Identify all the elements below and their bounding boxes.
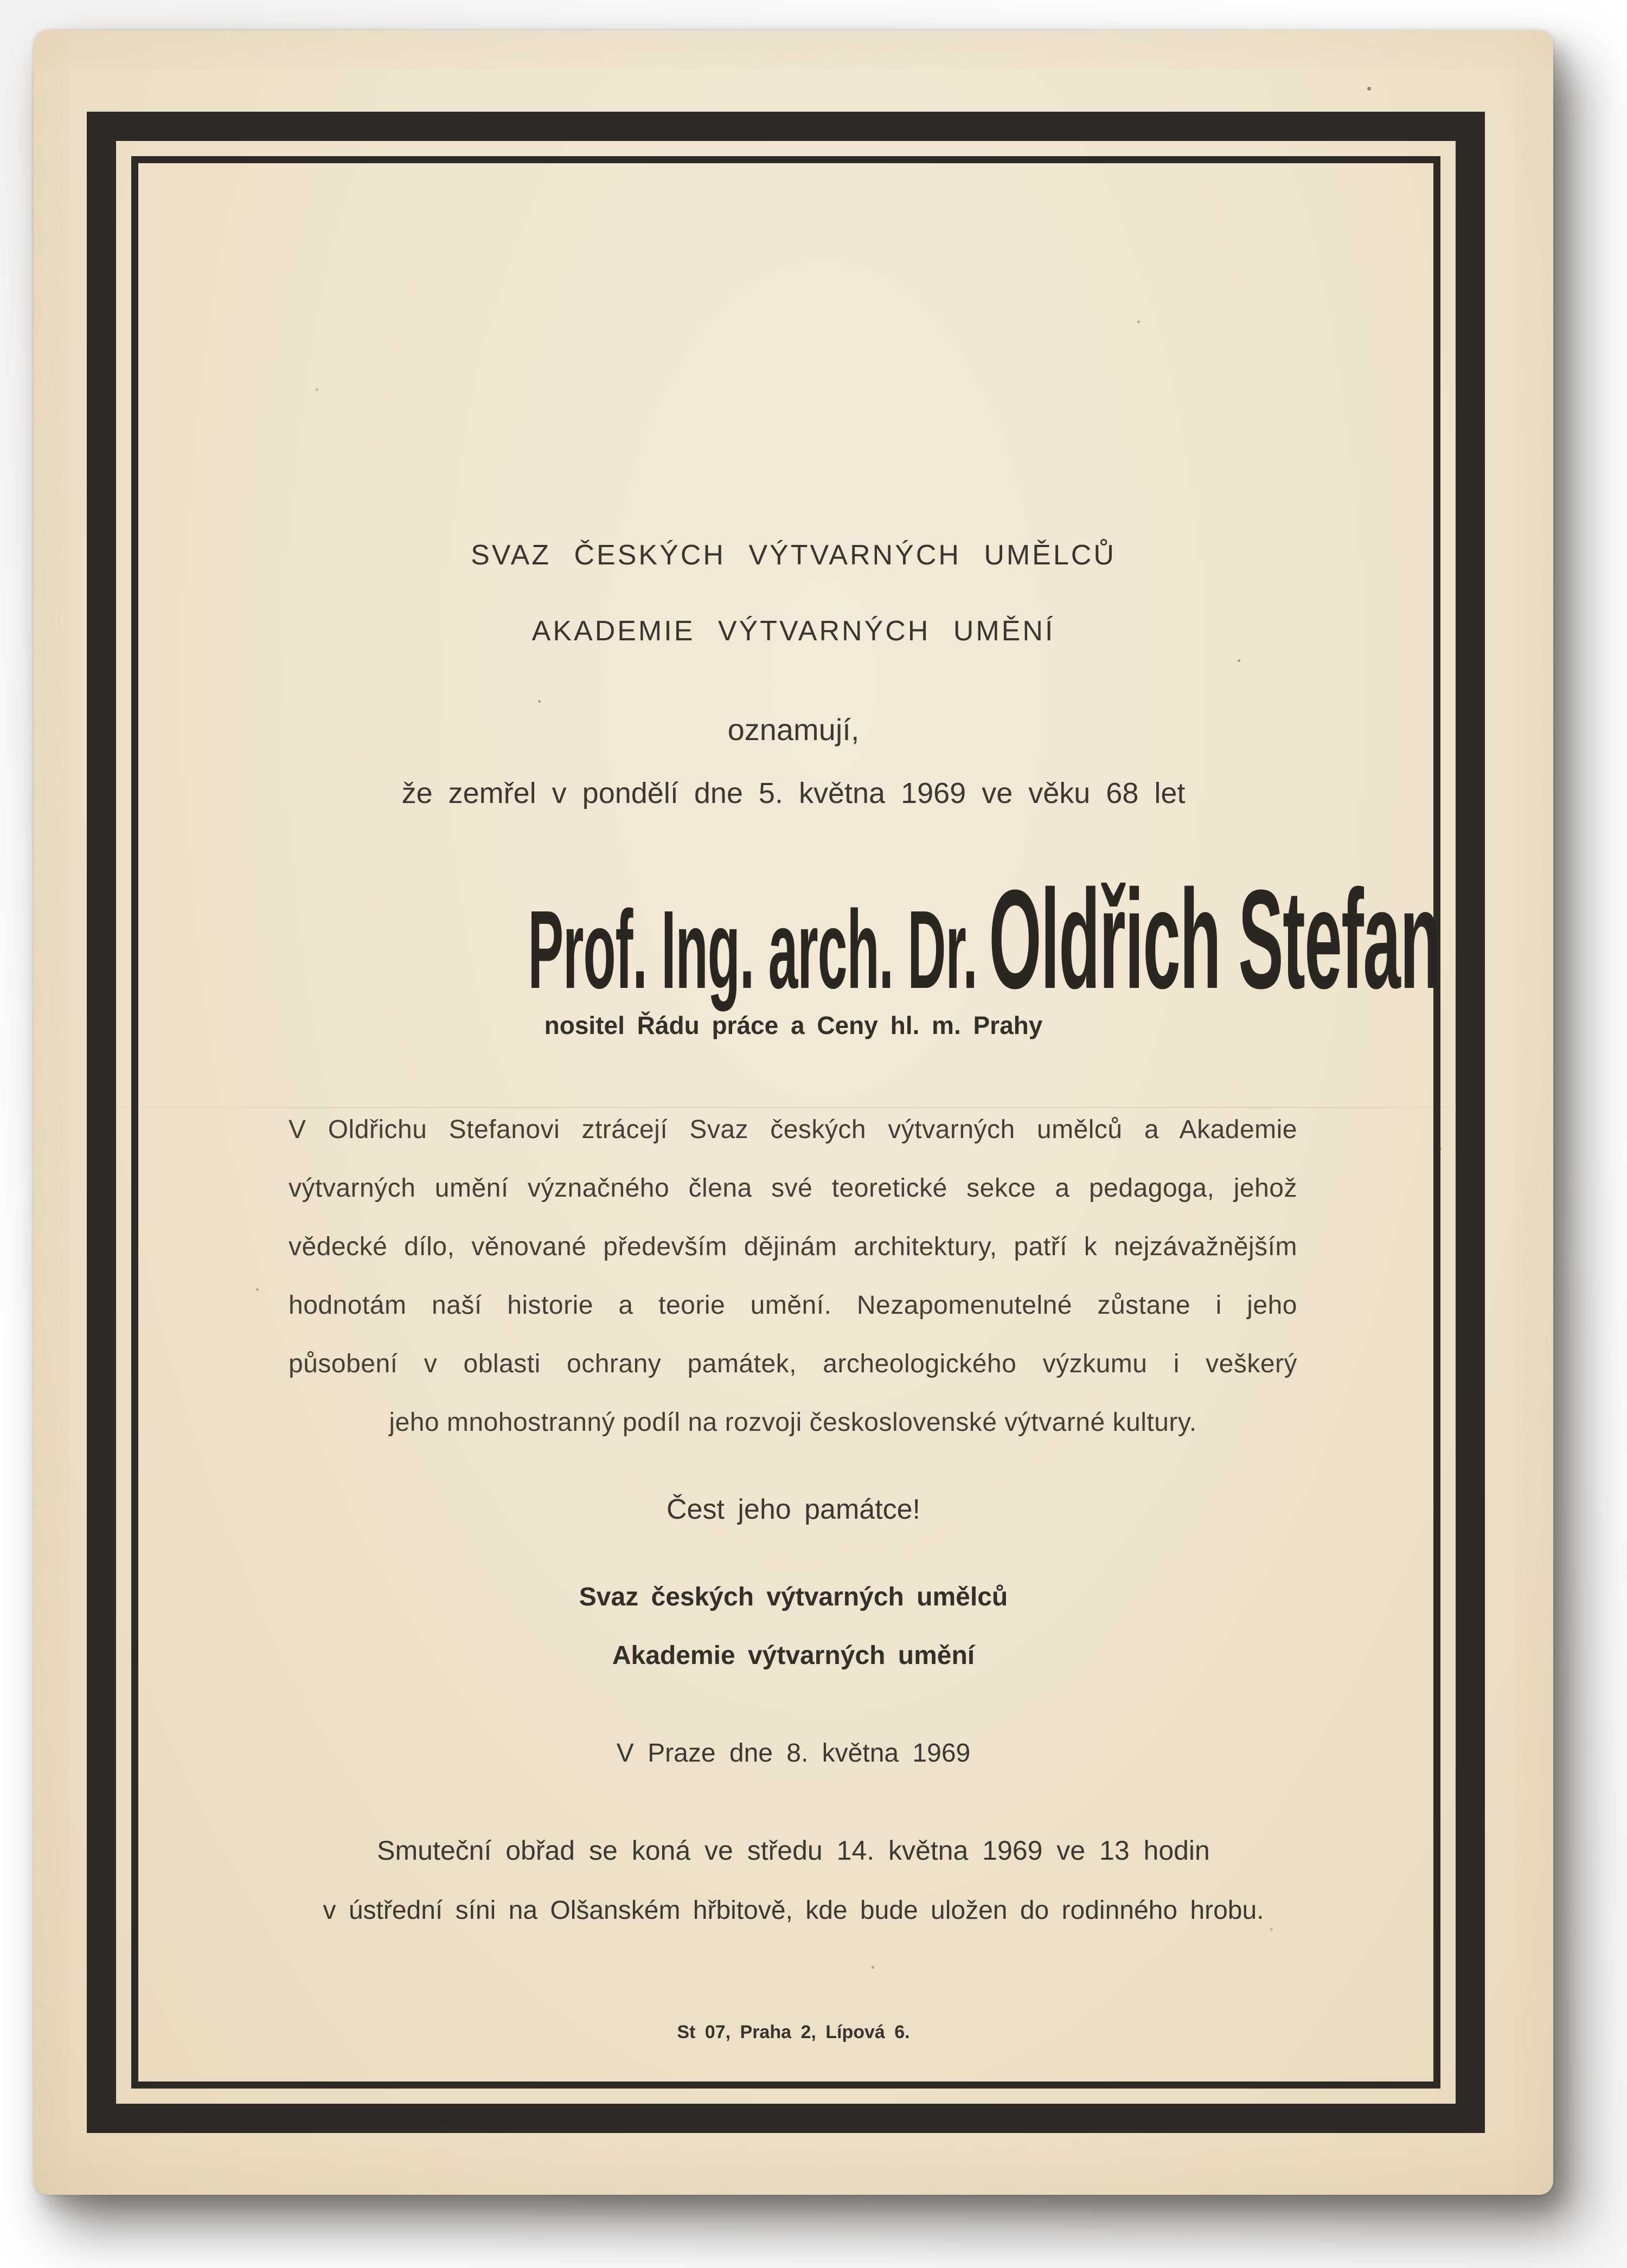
deceased-titles: Prof. Ing. arch. Dr. [528,888,977,1012]
signature-org-2: Akademie výtvarných umění [612,1641,975,1670]
org-name-line-2: AKADEMIE VÝTVARNÝCH UMĚNÍ [531,615,1055,647]
place-date-line: V Praze dne 8. května 1969 [616,1739,971,1768]
deceased-name: Oldřich Stefan [989,861,1441,1018]
eulogy-line-last: jeho mnohostranný podíl na rozvoji československé výtvarné kultury. [389,1408,1197,1437]
funeral-info-line-1: Smuteční obřad se koná ve středu 14. května 1969 ve 13 hodin [377,1835,1210,1866]
announcement-word: oznamují, [727,712,860,747]
printer-imprint: St 07, Praha 2, Lípová 6. [677,2022,910,2042]
deceased-name-line [34,861,1553,1018]
eulogy-line: V Oldřichu Stefanovi ztrácejí Svaz českých výtvarných umělců a Akademie [289,1115,1297,1144]
eulogy-line: hodnotám naší historie a teorie umění. Nezapomenutelné zůstane i jeho [289,1291,1297,1320]
eulogy-line: působení v oblasti ochrany památek, archeologického výzkumu i veškerý [289,1350,1297,1378]
deceased-name-condensed-wrap [528,861,1441,1018]
mourning-announcement-paper [34,30,1553,2195]
funeral-info-line-2: v ústřední síni na Olšanském hřbitově, kde bude uložen do rodinného hrobu. [323,1896,1264,1925]
eulogy-line: výtvarných umění význačného člena své teoretické sekce a pedagoga, jehož [289,1174,1297,1203]
paper-specks [34,30,36,33]
death-date-line: že zemřel v pondělí dne 5. května 1969 ve věku 68 let [401,777,1186,809]
eulogy-line: vědecké dílo, věnované především dějinám architektury, patří k nejzávažnějším [289,1232,1297,1261]
eulogy-paragraph [289,1101,1297,1452]
honors-line: nositel Řádu práce a Ceny hl. m. Prahy [544,1011,1043,1039]
signature-org-1: Svaz českých výtvarných umělců [579,1583,1008,1611]
tribute-line: Čest jeho památce! [666,1494,921,1525]
org-name-line-1: SVAZ ČESKÝCH VÝTVARNÝCH UMĚLCŮ [471,539,1116,571]
